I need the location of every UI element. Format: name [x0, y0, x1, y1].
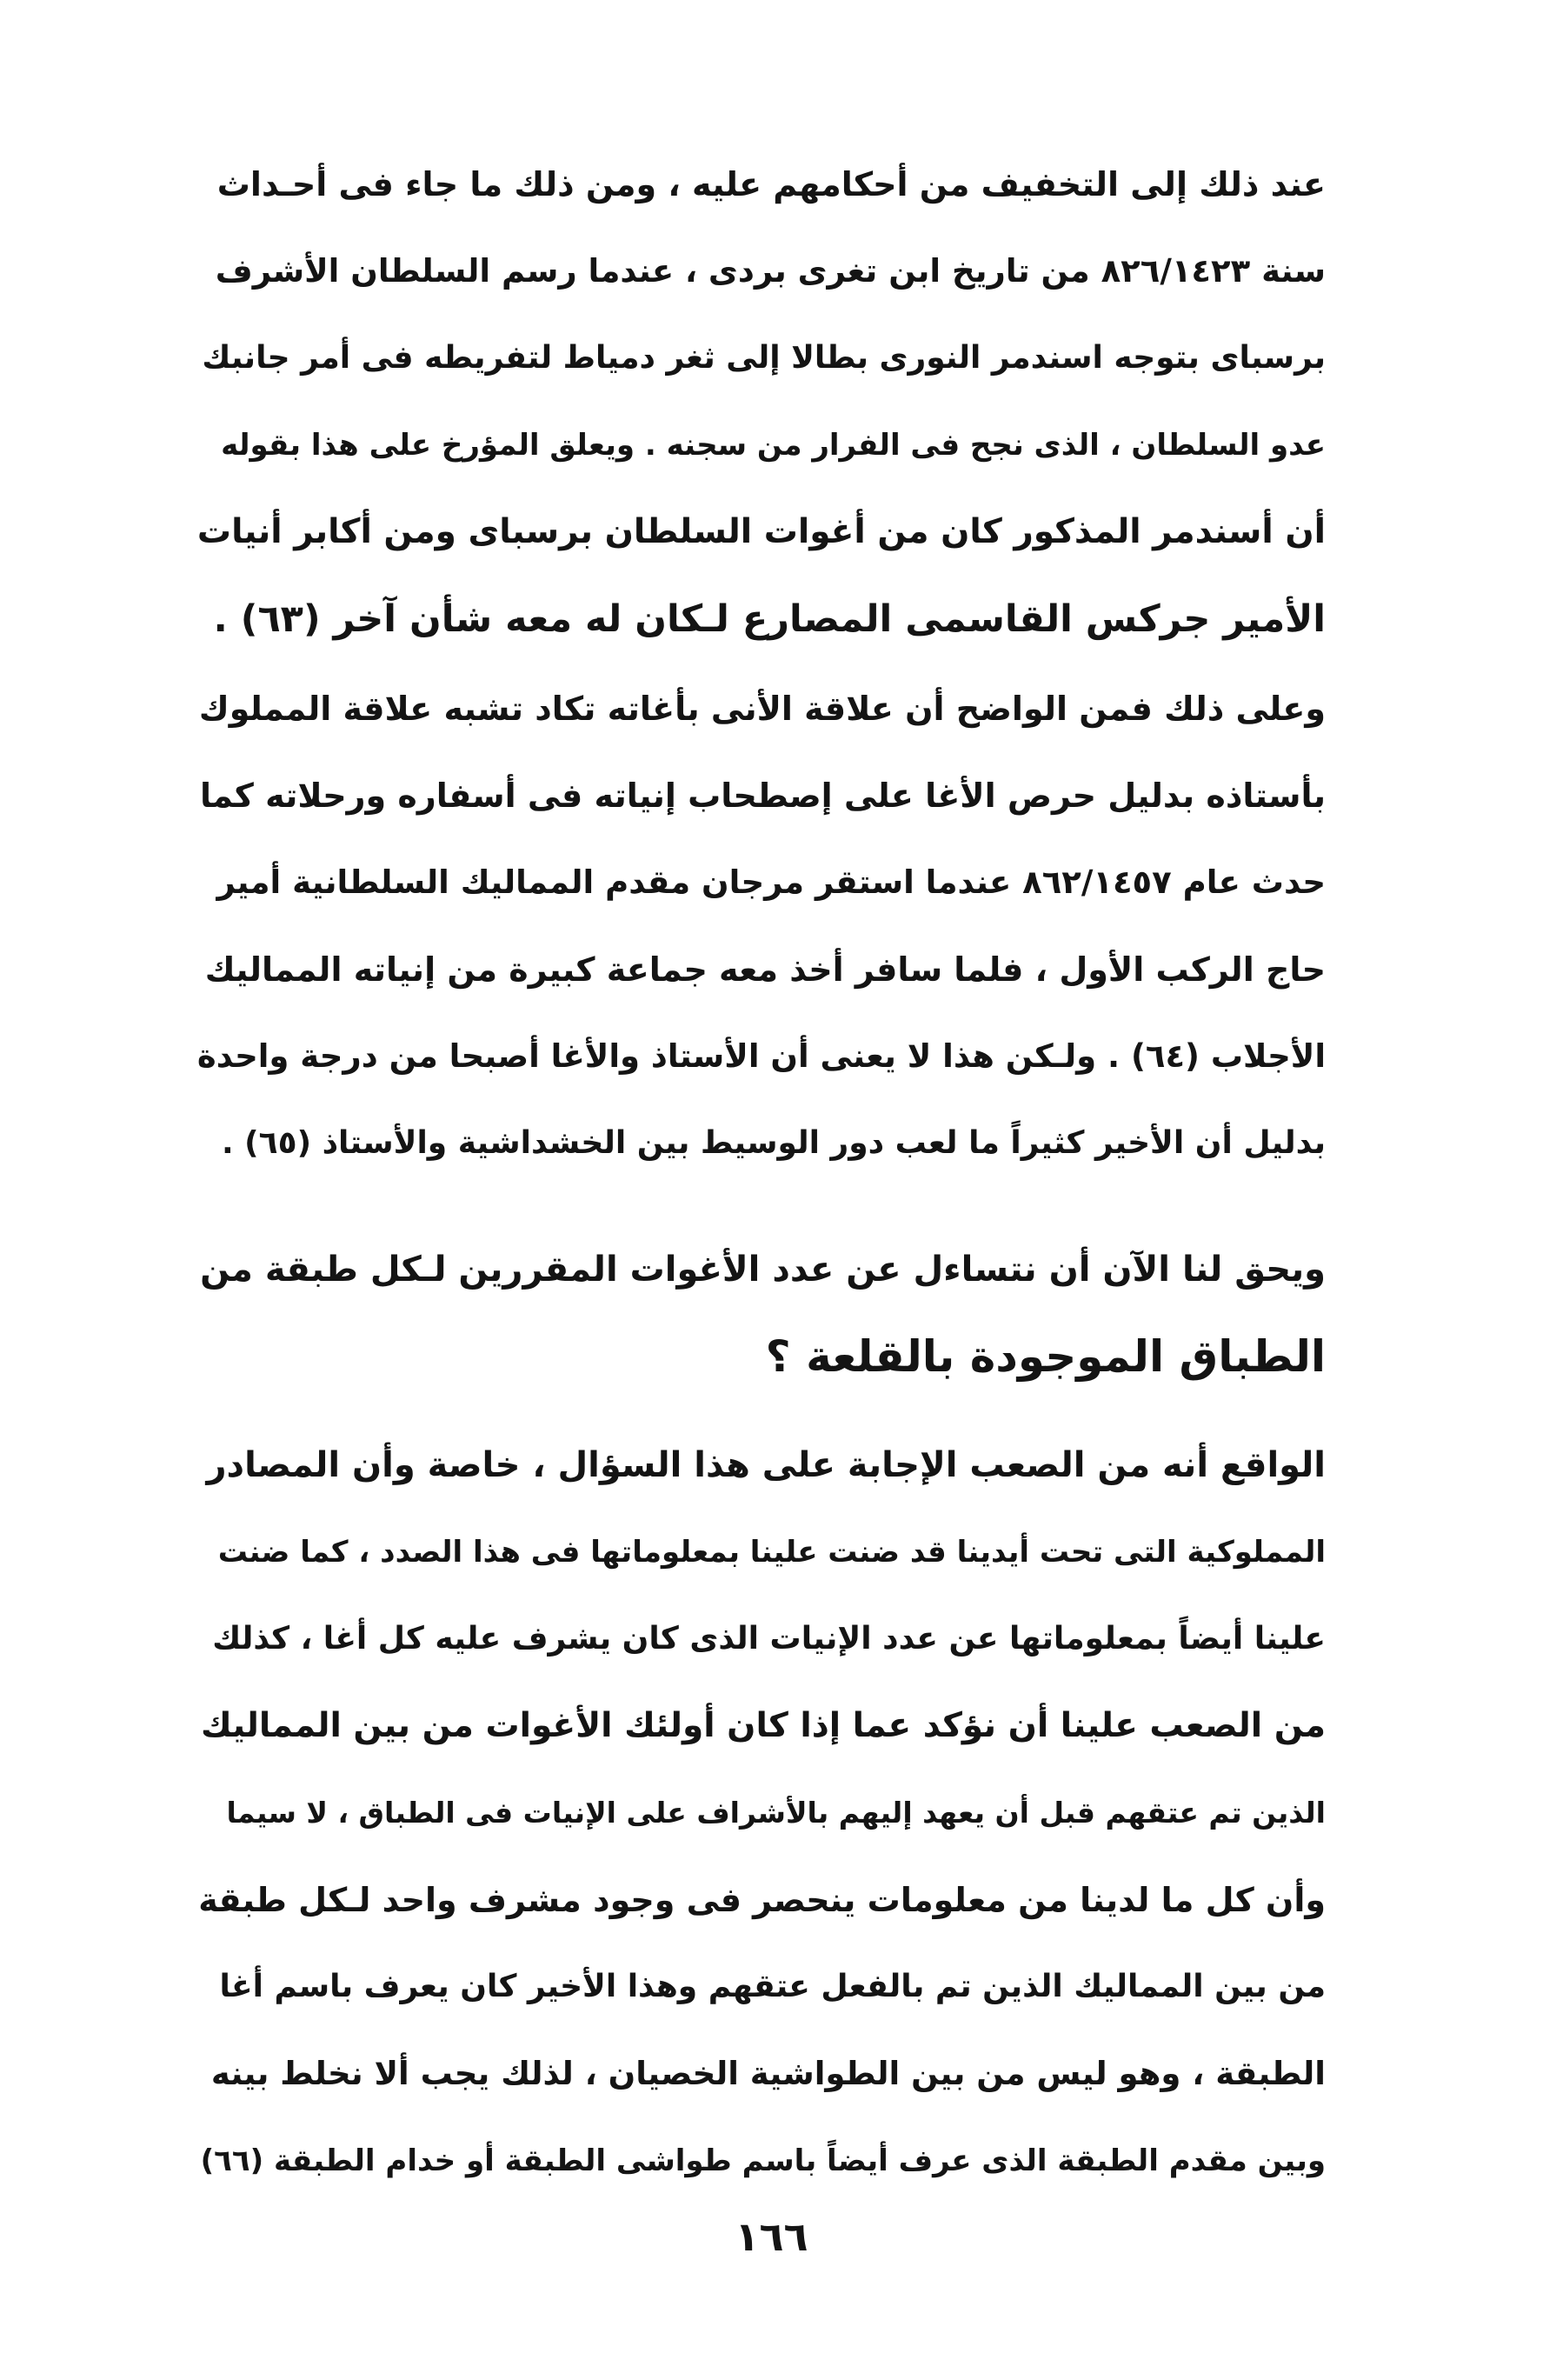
page-number: ١٦٦ — [735, 2213, 808, 2260]
text-line: المملوكية التى تحت أيدينا قد ضنت علينا بمعلوماتها فى هذا الصدد ، كما ضنت — [217, 1535, 1326, 1570]
text-line: أن أسندمر المذكور كان من أغوات السلطان برسباى ومن أكابر أنيات — [196, 512, 1326, 551]
text-line: علينا أيضاً بمعلوماتها عن عدد الإنيات الذى كان يشرف عليه كل أغا ، كذلك — [212, 1621, 1326, 1657]
text-line: وأن كل ما لدينا من معلومات ينحصر فى وجود مشرف واحد لـكل طبقة — [198, 1881, 1326, 1919]
text-line: الواقع أنه من الصعب الإجابة على هذا السؤال ، خاصة وأن المصادر — [206, 1445, 1326, 1485]
text-line: من بين المماليك الذين تم بالفعل عتقهم وهذا الأخير كان يعرف باسم أغا — [219, 1969, 1326, 2004]
text-line: سنة ٨٢٦/١٤٢٣ من تاريخ ابن تغرى بردى ، عندما رسم السلطان الأشرف — [215, 252, 1326, 290]
text-line: الذين تم عتقهم قبل أن يعهد إليهم بالأشراف على الإنيات فى الطباق ، لا سيما — [226, 1796, 1326, 1830]
text-line: الطبقة ، وهو ليس من بين الطواشية الخصيان ، لذلك يجب ألا نخلط بينه — [210, 2055, 1326, 2092]
text-line: بأستاذه بدليل حرص الأغا على إصطحاب إنياته فى أسفاره ورحلاته كما — [200, 777, 1326, 815]
text-line: بدليل أن الأخير كثيراً ما لعب دور الوسيط بين الخشداشية والأستاذ (٦٥) . — [221, 1125, 1326, 1161]
paragraph-3 — [196, 1226, 1326, 1400]
text-line: عند ذلك إلى التخفيف من أحكامهم عليه ، ومن ذلك ما جاء فى أحـداث — [216, 165, 1326, 203]
text-line: الأجلاب (٦٤) . ولـكن هذا لا يعنى أن الأستاذ والأغا أصبحا من درجة واحدة — [196, 1037, 1326, 1075]
text-line: حاج الركب الأول ، فلما سافر أخذ معه جماعة كبيرة من إنياته المماليك — [204, 950, 1326, 989]
text-line: حدث عام ٨٦٢/١٤٥٧ عندما استقر مرجان مقدم المماليك السلطانية أمير — [216, 863, 1326, 901]
text-line: من الصعب علينا أن نؤكد عما إذا كان أولئك الأغوات من بين المماليك — [201, 1706, 1326, 1745]
paragraph-1 — [196, 141, 1326, 663]
text-line: برسباى بتوجه اسندمر النورى بطالا إلى ثغر دمياط لتفريطه فى أمر جانبك — [202, 340, 1326, 376]
text-line: الطباق الموجودة بالقلعة ؟ — [765, 1331, 1326, 1382]
text-line: وعلى ذلك فمن الواضح أن علاقة الأنى بأغاته تكاد تشبه علاقة المملوك — [198, 690, 1326, 728]
paragraph-2 — [196, 665, 1326, 1187]
paragraph-4 — [196, 1422, 1326, 2204]
text-line: ويحق لنا الآن أن نتساءل عن عدد الأغوات المقررين لـكل طبقة من — [200, 1250, 1326, 1290]
text-line: وبين مقدم الطبقة الذى عرف أيضاً باسم طواشى الطبقة أو خدام الطبقة (٦٦) — [200, 2143, 1326, 2178]
text-line: عدو السلطان ، الذى نجح فى الفرار من سجنه . ويعلق المؤرخ على هذا بقوله — [221, 428, 1326, 463]
text-line: الأمير جركس القاسمى المصارع لـكان له معه شأن آخر (٦٣) . — [213, 597, 1326, 641]
